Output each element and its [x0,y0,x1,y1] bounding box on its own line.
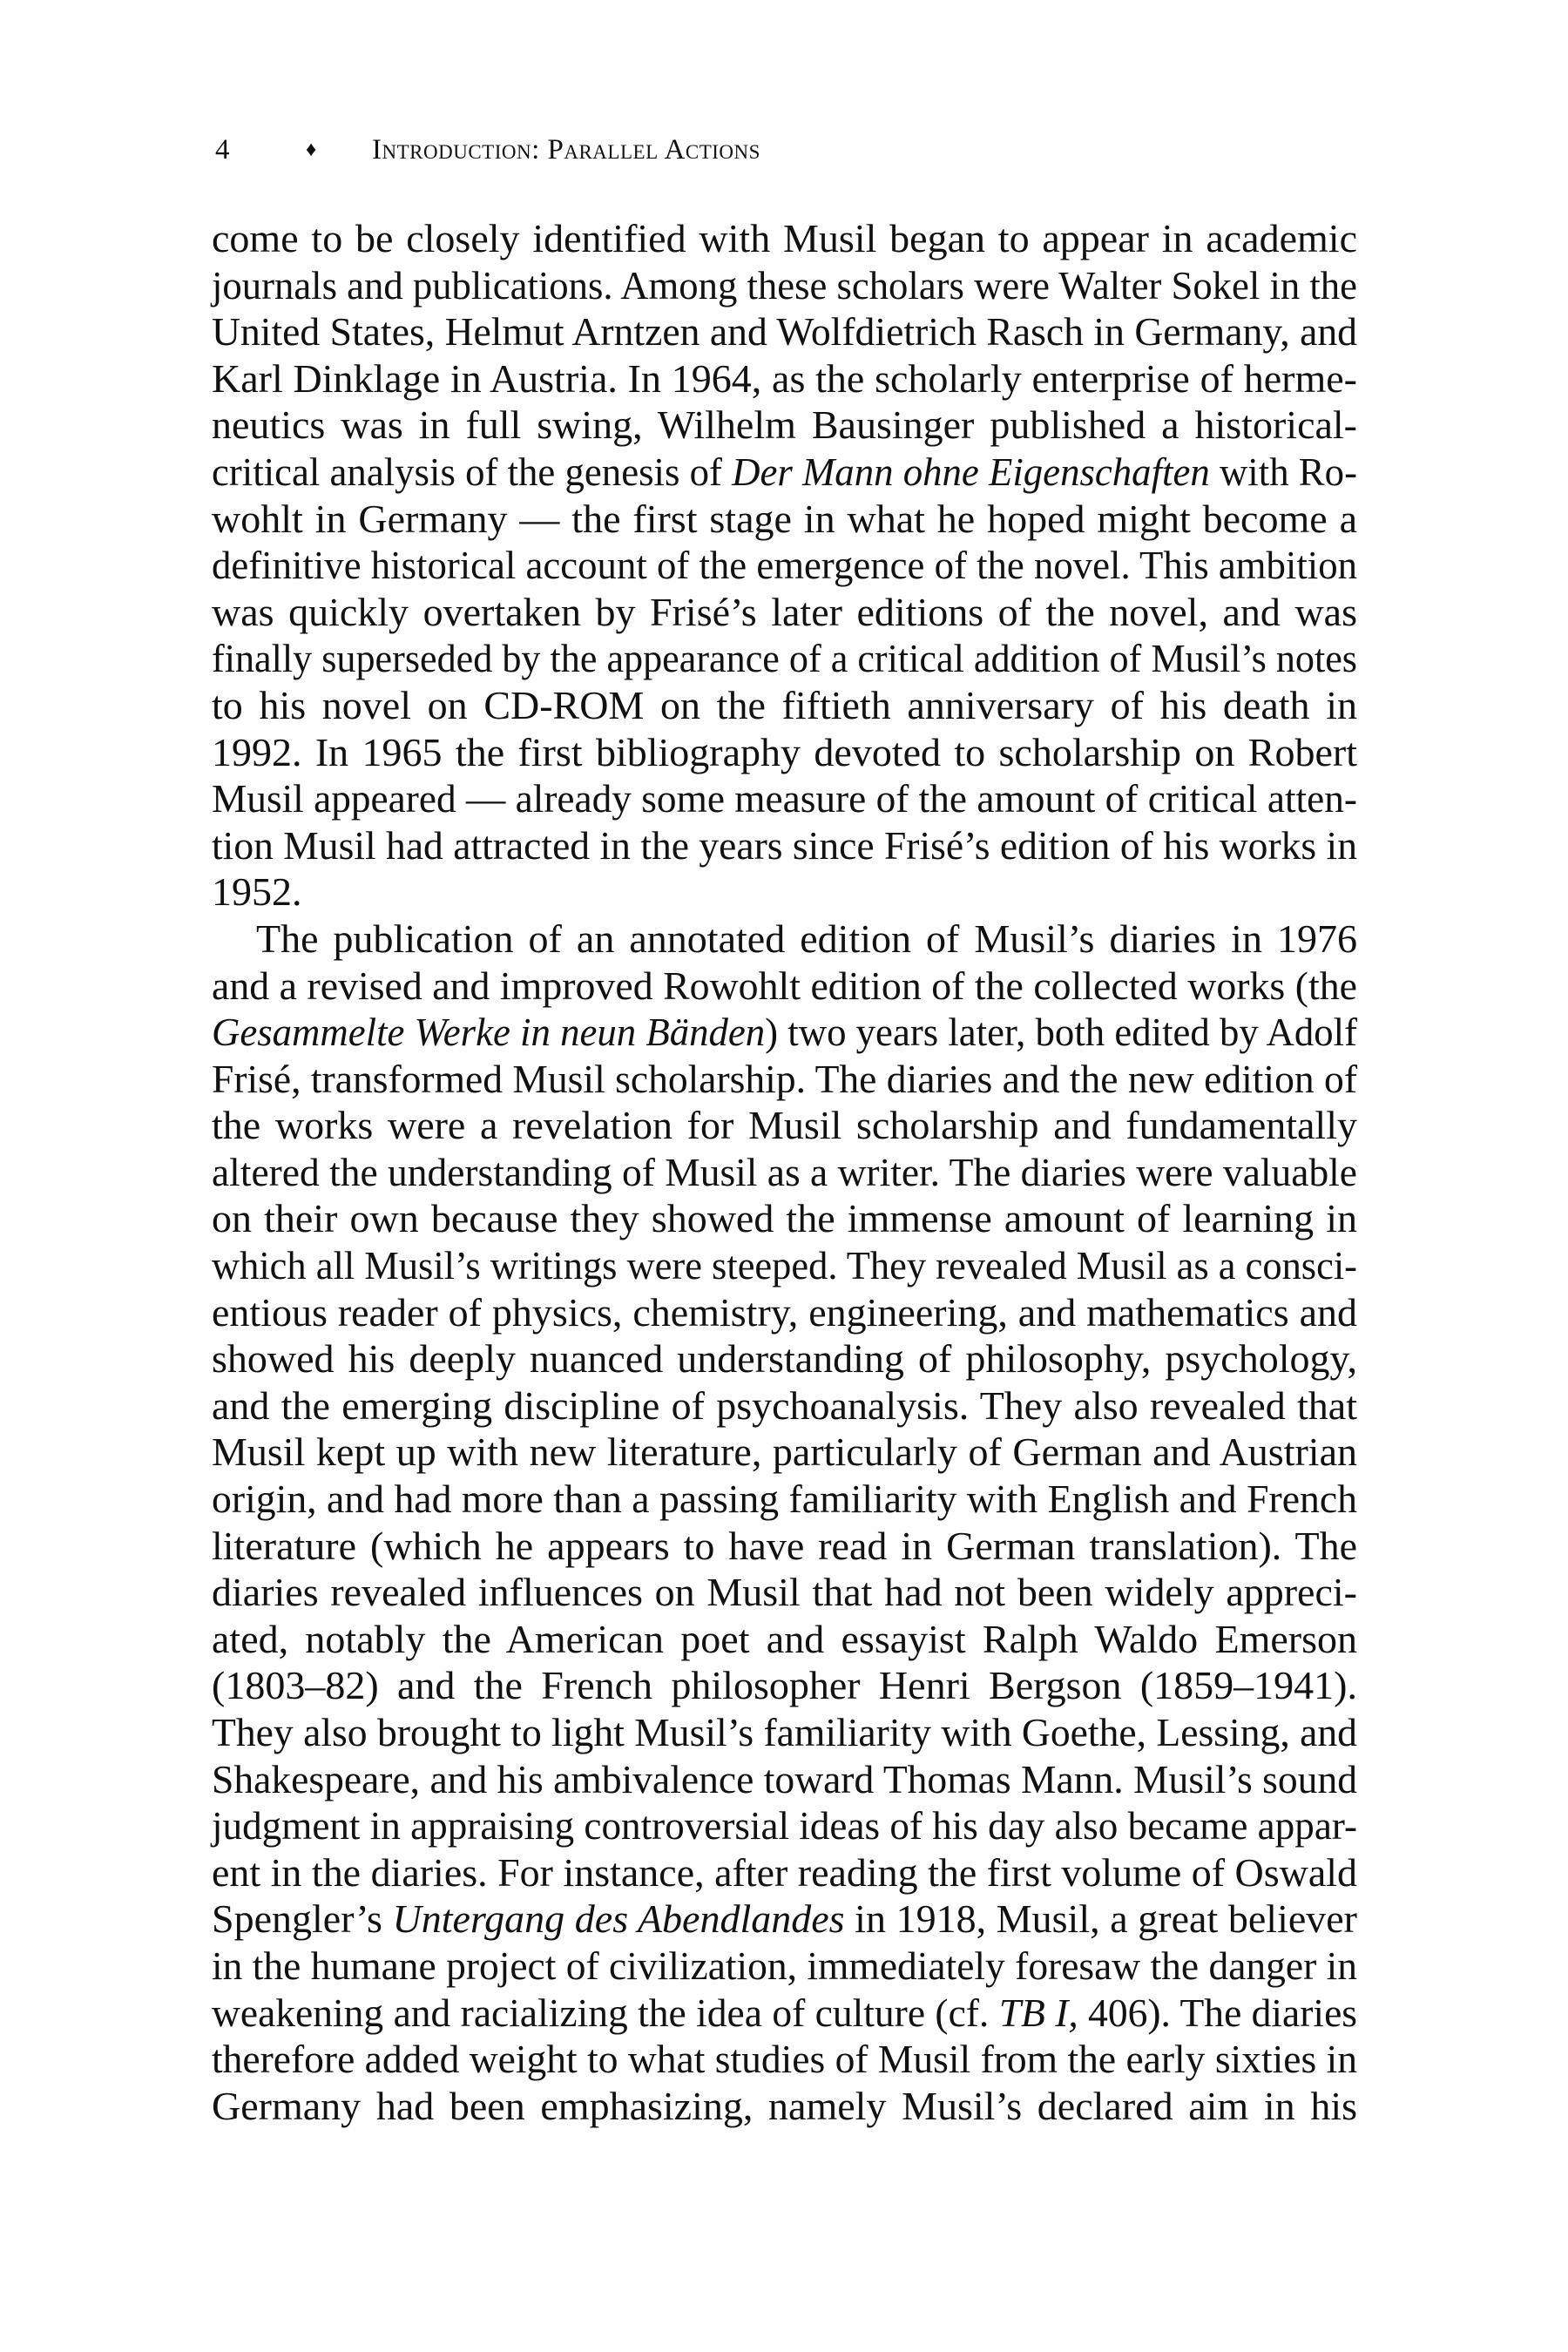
text-line [212,402,1357,449]
text-run: judgment in appraising controversial ideas of his day also became appar- [212,1803,1357,1848]
text-line-content [212,589,1357,636]
text-run: weakening and racializing the idea of culture (cf. [212,1990,999,2035]
text-run: come to be closely identified with Musil began to appear in academic [212,216,1357,260]
text-run: entious reader of physics, chemistry, engineering, and mathematics and [212,1289,1357,1335]
text-line [212,1056,1357,1103]
text-line [212,729,1357,776]
text-line-content [212,215,1357,262]
text-run: origin, and had more than a passing familiarity with English and French [212,1477,1357,1522]
text-line-content [212,542,1357,589]
text-line [212,1896,1357,1943]
text-run: was quickly overtaken by Frisé’s later editions of the novel, and was [212,589,1357,634]
text-line [212,1990,1357,2037]
text-line-content [212,1429,1357,1476]
italic-title: Der Mann ohne Eigenschaften [732,449,1210,494]
text-line [212,1802,1357,1849]
text-line-content [212,1476,1357,1523]
text-run: Shakespeare, and his ambivalence toward Thomas Mann. Musil’s sound [212,1756,1357,1801]
text-line-content [212,402,1357,449]
text-run: Frisé, transformed Musil scholarship. The diaries and the new edition of [212,1056,1357,1101]
text-line-content [212,729,1357,776]
text-line [212,1849,1357,1896]
text-line [212,308,1357,355]
text-line-content [212,496,1357,543]
text-run: the works were a revelation for Musil scholarship and fundamentally [212,1103,1357,1148]
text-run: in the humane project of civilization, immediately foresaw the danger in [212,1943,1357,1988]
text-run: They also brought to light Musil’s familiarity with Goethe, Lessing, and [212,1710,1357,1754]
text-run: 1952. [212,869,302,915]
italic-title: TB I, [998,1990,1078,2035]
paragraph [212,916,1357,2129]
text-line-content [212,1756,1357,1803]
text-line-content [212,963,1357,1010]
text-line [212,2083,1357,2130]
text-line-content [212,1102,1357,1149]
text-line [212,1662,1357,1709]
text-line [212,449,1357,496]
text-line-content [256,916,1357,963]
text-run: on their own because they showed the immense amount of learning in [212,1196,1357,1241]
text-run: and a revised and improved Rowohlt edition of the collected works (the [212,963,1357,1008]
text-run: wohlt in Germany — the first stage in what he hoped might become a [212,496,1357,541]
text-run: with Ro- [1209,449,1357,494]
text-run: to his novel on CD-ROM on the fiftieth anniversary of his death in [212,682,1357,727]
text-line [212,355,1357,402]
text-line [212,589,1357,636]
text-run: literature (which he appears to have read in German translation). The [212,1523,1357,1568]
text-run: critical analysis of the genesis of [212,449,733,494]
text-run: The publication of an annotated edition of Musil’s diaries in 1976 [256,916,1357,961]
text-line-content [212,1523,1357,1570]
text-run: neutics was in full swing, Wilhelm Bausinger published a historical- [212,402,1357,448]
text-line-content [212,1382,1357,1429]
text-line-content [212,1943,1357,1990]
text-line [212,542,1357,589]
chapter-title: Introduction: Parallel Actions [372,134,760,166]
diamond-separator-icon: ♦ [306,139,317,161]
text-line [212,635,1357,682]
text-line-content [212,2036,1357,2083]
text-run: Musil kept up with new literature, particularly of German and Austrian [212,1429,1357,1475]
text-run: Musil appeared — already some measure of the amount of critical atten- [212,776,1357,821]
text-run: (1803–82) and the French philosopher Henri Bergson (1859–1941). [212,1663,1357,1708]
text-line [212,262,1357,309]
text-run: tion Musil had attracted in the years since Frisé’s edition of his works in [212,822,1357,868]
text-run: altered the understanding of Musil as a writer. The diaries were valuable [212,1149,1357,1194]
text-line [212,1616,1357,1663]
text-run: Germany had been emphasizing, namely Musil’s declared aim in his [212,2083,1357,2128]
text-line [212,215,1357,262]
text-line [212,1569,1357,1616]
text-run: therefore added weight to what studies of Musil from the early sixties in [212,2037,1357,2082]
text-line-content [212,635,1357,682]
text-line-content [212,2083,1357,2130]
italic-title: Untergang des Abendlandes [392,1896,845,1942]
text-run: diaries revealed influences on Musil that had not been widely appreci- [212,1570,1357,1615]
text-line [212,496,1357,543]
text-run: Spengler’s [212,1896,393,1942]
text-line [212,1709,1357,1756]
text-run: and the emerging discipline of psychoanalysis. They also revealed that [212,1382,1357,1428]
text-line-content [212,822,1357,869]
text-run: which all Musil’s writings were steeped. They revealed Musil as a consci- [212,1243,1357,1288]
text-run: 406). The diaries [1078,1990,1357,2035]
text-line-content [212,1056,1357,1103]
text-run: ent in the diaries. For instance, after reading the first volume of Oswald [212,1849,1357,1895]
text-line-content [212,1569,1357,1616]
text-line [212,1149,1357,1196]
text-line-content [212,1709,1357,1756]
text-line-content [212,262,1357,309]
paragraph [212,215,1357,916]
text-line [212,1335,1357,1382]
text-line-content [212,1009,1357,1056]
text-line [212,1756,1357,1803]
text-line-content [212,682,1357,729]
text-line [212,1102,1357,1149]
italic-title: Gesammelte Werke in neun Bänden [212,1010,766,1055]
text-line-content [212,1335,1357,1382]
text-line [212,1476,1357,1523]
text-line [212,1943,1357,1990]
text-run: in 1918, Musil, a great believer [844,1896,1358,1942]
text-line-content [212,355,1357,402]
text-run: definitive historical account of the emergence of the novel. This ambition [212,543,1357,588]
text-run: journals and publications. Among these scholars were Walter Sokel in the [212,262,1357,308]
text-line [212,1242,1357,1289]
text-line [212,1523,1357,1570]
text-line [212,868,1357,916]
text-run: United States, Helmut Arntzen and Wolfdietrich Rasch in Germany, and [212,309,1357,355]
text-line [212,822,1357,869]
text-run: ) two years later, both edited by Adolf [765,1010,1357,1055]
body-text [212,215,1357,2129]
text-run: Karl Dinklage in Austria. In 1964, as the scholarly enterprise of herme- [212,355,1357,401]
text-line-content [212,1802,1357,1849]
text-line-content [212,1662,1357,1709]
text-run: ated, notably the American poet and essayist Ralph Waldo Emerson [212,1616,1357,1661]
text-line [212,1429,1357,1476]
page-number: 4 [215,134,230,166]
text-line [212,775,1357,822]
text-line-content [212,308,1357,355]
text-line-content [212,1289,1357,1336]
text-run: finally superseded by the appearance of a critical addition of Musil’s notes [212,636,1357,681]
text-line [212,1382,1357,1429]
text-line-content [212,775,1357,822]
text-line-content [212,449,1357,496]
text-line [212,1195,1357,1242]
text-line-content [212,1616,1357,1663]
text-line-content [212,1195,1357,1242]
text-line-content [212,1849,1357,1896]
text-run: 1992. In 1965 the first bibliography devoted to scholarship on Robert [212,729,1357,774]
text-line [212,963,1357,1010]
text-line-content [212,1149,1357,1196]
text-line-content [212,1990,1357,2037]
text-line-content [212,1242,1357,1289]
text-line [212,1009,1357,1056]
text-line [212,2036,1357,2083]
text-line-content [212,1896,1357,1943]
text-line-content [212,868,302,916]
text-run: showed his deeply nuanced understanding of philosophy, psychology, [212,1336,1357,1382]
text-line [212,1289,1357,1336]
text-line [212,682,1357,729]
text-line [212,916,1357,963]
